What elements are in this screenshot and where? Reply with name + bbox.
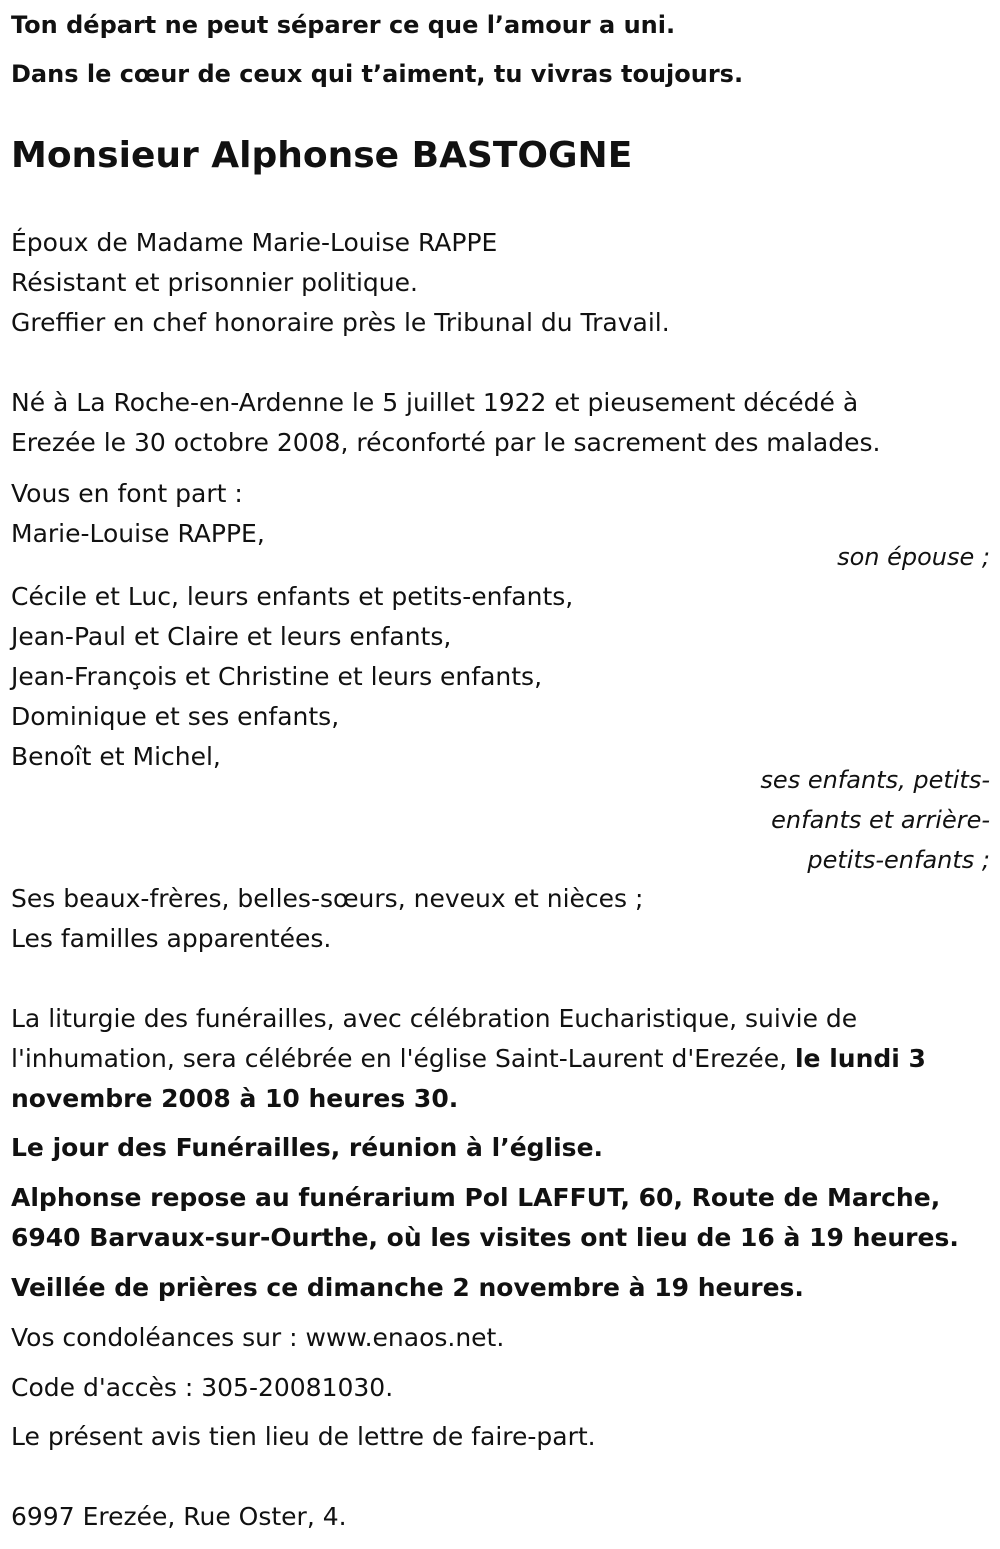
children-role-line-2: enfants et arrière- bbox=[771, 806, 990, 834]
repose-line-1: Alphonse repose au funérarium Pol LAFFUT, 60, Route de Marche, bbox=[11, 1183, 941, 1212]
address-line: 6997 Erezée, Rue Oster, 4. bbox=[11, 1502, 347, 1531]
notice-line: Le présent avis tien lieu de lettre de faire-part. bbox=[11, 1422, 596, 1451]
funeral-line-2-text: l'inhumation, sera célébrée en l'église Saint-Laurent d'Erezée, bbox=[11, 1044, 795, 1073]
funeral-line-2 bbox=[11, 1046, 926, 1071]
birth-death-line-2: Erezée le 30 octobre 2008, réconforté par le sacrement des malades. bbox=[11, 428, 881, 457]
spouse-role: son épouse ; bbox=[837, 543, 990, 571]
motto-line-2: Dans le cœur de ceux qui t’aiment, tu vivras toujours. bbox=[11, 60, 744, 88]
repose-line-2: 6940 Barvaux-sur-Ourthe, où les visites ont lieu de 16 à 19 heures. bbox=[11, 1223, 959, 1252]
funeral-line-1: La liturgie des funérailles, avec célébration Eucharistique, suivie de bbox=[11, 1004, 858, 1033]
children-role-line-3: petits-enfants ; bbox=[807, 846, 990, 874]
relatives-line-1: Ses beaux-frères, belles-sœurs, neveux et nièces ; bbox=[11, 884, 644, 913]
announcer-spouse: Marie-Louise RAPPE, bbox=[11, 519, 265, 548]
role-line-1: Résistant et prisonnier politique. bbox=[11, 268, 418, 297]
vigil-line: Veillée de prières ce dimanche 2 novembre à 19 heures. bbox=[11, 1273, 804, 1302]
birth-death-line-1: Né à La Roche-en-Ardenne le 5 juillet 1922 et pieusement décédé à bbox=[11, 388, 859, 417]
children-line-1: Cécile et Luc, leurs enfants et petits-enfants, bbox=[11, 582, 574, 611]
funeral-date-start: le lundi 3 bbox=[794, 1044, 926, 1073]
children-line-4: Dominique et ses enfants, bbox=[11, 702, 340, 731]
children-line-2: Jean-Paul et Claire et leurs enfants, bbox=[11, 622, 452, 651]
children-role-line-1: ses enfants, petits- bbox=[760, 766, 990, 794]
condolences-line: Vos condoléances sur : www.enaos.net. bbox=[11, 1323, 505, 1352]
deceased-name: Monsieur Alphonse BASTOGNE bbox=[11, 135, 633, 176]
access-code-line: Code d'accès : 305-20081030. bbox=[11, 1373, 394, 1402]
motto-line-1: Ton départ ne peut séparer ce que l’amour a uni. bbox=[11, 11, 676, 39]
announcers-intro: Vous en font part : bbox=[11, 479, 243, 508]
relatives-line-2: Les familles apparentées. bbox=[11, 924, 332, 953]
children-line-5: Benoît et Michel, bbox=[11, 742, 221, 771]
spouse-line: Époux de Madame Marie-Louise RAPPE bbox=[11, 228, 498, 257]
funeral-meeting: Le jour des Funérailles, réunion à l’église. bbox=[11, 1133, 604, 1162]
funeral-line-3: novembre 2008 à 10 heures 30. bbox=[11, 1084, 459, 1113]
role-line-2: Greffier en chef honoraire près le Tribunal du Travail. bbox=[11, 308, 670, 337]
children-line-3: Jean-François et Christine et leurs enfants, bbox=[11, 662, 543, 691]
